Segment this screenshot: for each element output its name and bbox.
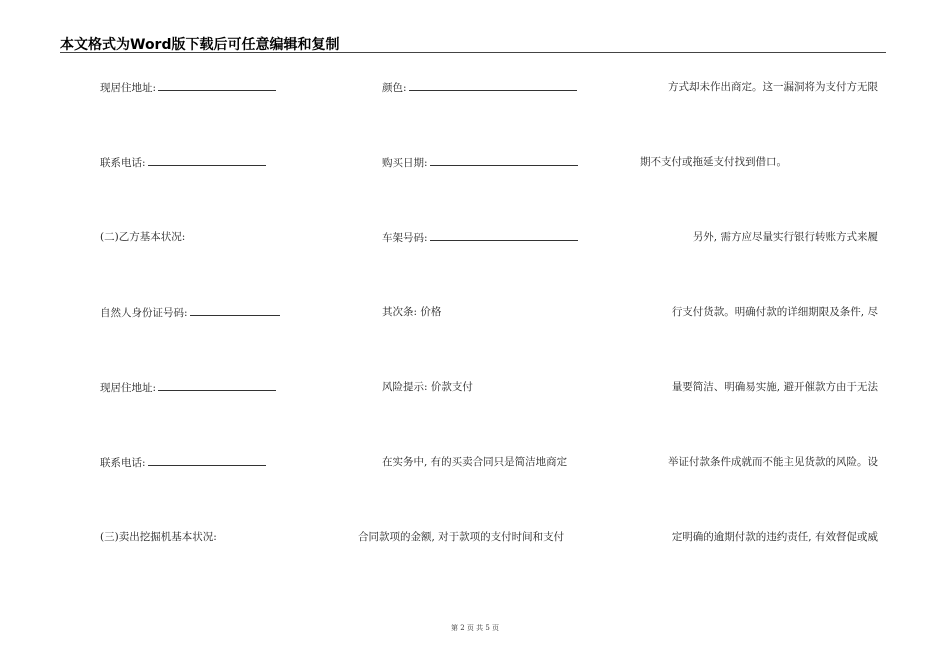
fill-blank (148, 155, 266, 166)
fill-blank (430, 230, 578, 241)
body-text-line: 定明确的逾期付款的违约责任, 有效督促或威 (671, 531, 878, 543)
fill-blank (158, 80, 276, 91)
body-text-line (382, 455, 567, 469)
field-label: 车架号码: (382, 232, 428, 244)
body-text-line: 方式却未作出商定。这一漏洞将为支付方无限 (668, 81, 878, 93)
clause-label: 其次条: 价格 (382, 306, 442, 318)
clause-label: 风险提示: 价款支付 (382, 381, 473, 393)
party-b-heading (100, 230, 185, 244)
fill-blank (190, 305, 280, 316)
field-label: 联系电话: (100, 457, 146, 469)
section-label: (二)乙方基本状况: (100, 231, 186, 243)
paragraph-text: 合同款项的金额, 对于款项的支付时间和支付 (358, 531, 565, 543)
fill-blank (158, 380, 276, 391)
excavator-info-heading (100, 530, 217, 544)
body-text-line: 量要简洁、明确易实施, 避开催款方由于无法 (671, 381, 878, 393)
body-text-line: 期不支付或拖延支付找到借口。 (640, 156, 787, 168)
field-label: 颜色: (382, 82, 407, 94)
paragraph-text: 在实务中, 有的买卖合同只是简洁地商定 (382, 456, 568, 468)
body-text-line: 另外, 需方应尽量实行银行转账方式来履 (692, 231, 878, 243)
phone-field-1 (100, 155, 266, 170)
body-text-line: 行支付货款。明确付款的详细期限及条件, 尽 (671, 306, 878, 318)
body-text-line: 举证付款条件成就而不能主见货款的风险。设 (668, 456, 878, 468)
current-address-field-2 (100, 380, 276, 395)
id-number-field (100, 305, 280, 320)
field-label: 自然人身份证号码: (100, 307, 188, 319)
color-field (382, 80, 577, 95)
fill-blank (430, 155, 578, 166)
header-title: 本文格式为Word版下载后可任意编辑和复制 (60, 37, 340, 53)
page-number: 第 2 页 共 5 页 (450, 624, 500, 632)
phone-field-2 (100, 455, 266, 470)
field-label: 现居住地址: (100, 82, 157, 94)
field-label: 联系电话: (100, 157, 146, 169)
risk-tip-payment (382, 380, 473, 394)
header-divider (60, 52, 886, 53)
field-label: 现居住地址: (100, 382, 157, 394)
article-two-price (382, 305, 441, 319)
current-address-field-1 (100, 80, 276, 95)
body-text-line (358, 530, 564, 544)
purchase-date-field (382, 155, 578, 170)
frame-number-field (382, 230, 578, 245)
section-label: (三)卖出挖掘机基本状况: (100, 531, 217, 543)
field-label: 购买日期: (382, 157, 428, 169)
fill-blank (409, 80, 577, 91)
fill-blank (148, 455, 266, 466)
